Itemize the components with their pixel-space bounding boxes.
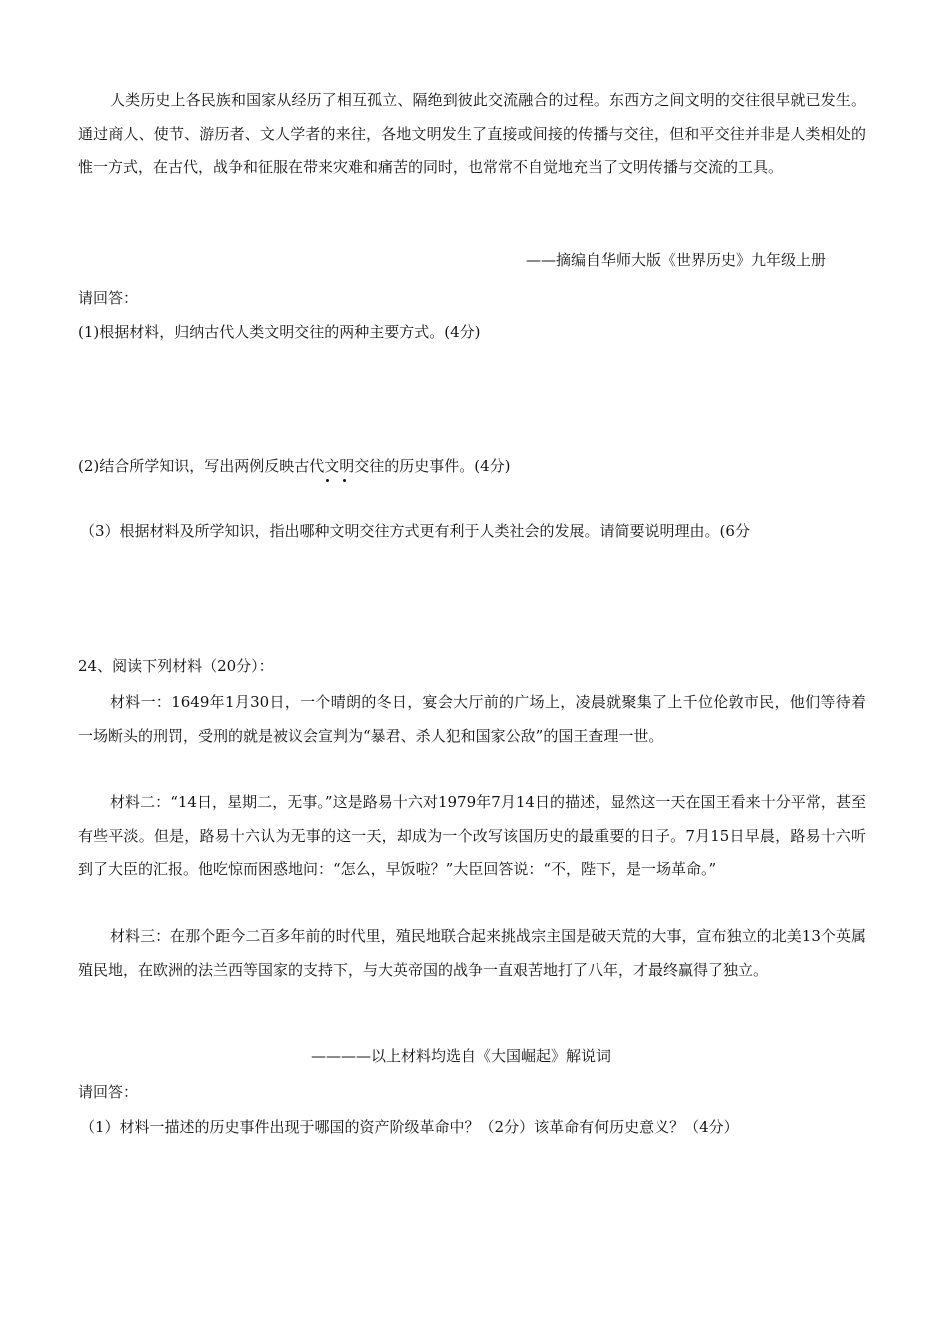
emphasis-dot xyxy=(326,479,329,482)
q23-question-2: (2)结合所学知识，写出两例反映古代文明交往的历史事件。(4分) xyxy=(78,457,511,475)
q23-question-3: （3）根据材料及所学知识，指出哪种文明交往方式更有利于人类社会的发展。请简要说明理由。(6分 xyxy=(80,522,750,540)
q24-material-2: 材料二：“14日，星期二，无事。”这是路易十六对1979年7月14日的描述，显然这一天在国王看来十分平常，甚至有些平淡。但是，路易十六认为无事的这一天，却成为一个改写该国历史的最重要的日子。7月15日早晨，路易十六听到了大臣的汇报。他吃惊而困惑地问：“怎么，早饭啦？”大臣回答说：“不，陛下，是一场革命。” xyxy=(78,793,866,878)
q24-material-1: 材料一：1649年1月30日，一个晴朗的冬日，宴会大厅前的广场上，凌晨就聚集了上千位伦敦市民，他们等待着一场断头的刑罚，受刑的就是被议会宣判为“暴君、杀人犯和国家公敌”的国王查理一世。 xyxy=(78,693,866,745)
q24-question-1: （1）材料一描述的历史事件出现于哪国的资产阶级革命中？（2分）该革命有何历史意义？（4分） xyxy=(80,1118,739,1136)
q24-header: 24、阅读下列材料（20分）： xyxy=(78,657,274,675)
q24-material-3: 材料三：在那个距今二百多年前的时代里，殖民地联合起来挑战宗主国是破天荒的大事，宣布独立的北美13个英属殖民地，在欧洲的法兰西等国家的支持下，与大英帝国的战争一直艰苦地打了八年，才最终赢得了独立。 xyxy=(78,927,866,979)
q24-prompt: 请回答： xyxy=(78,1083,139,1101)
passage-1-source: ——摘编自华师大版《世界历史》九年级上册 xyxy=(525,251,826,269)
q24-source: ————以上材料均选自《大国崛起》解说词 xyxy=(311,1047,612,1065)
q23-question-1: (1)根据材料，归纳古代人类文明交往的两种主要方式。(4分) xyxy=(78,323,481,341)
q23-prompt: 请回答： xyxy=(78,289,139,307)
emphasis-dot xyxy=(343,479,346,482)
passage-1-text: 人类历史上各民族和国家从经历了相互孤立、隔绝到彼此交流融合的过程。东西方之间文明的交往很早就已发生。通过商人、使节、游历者、文人学者的来往，各地文明发生了直接或间接的传播与交往，但和平交往并非是人类相处的惟一方式，在古代，战争和征服在带来灾难和痛苦的同时，也常常不自觉地充当了文明传播与交流的工具。 xyxy=(78,91,866,176)
